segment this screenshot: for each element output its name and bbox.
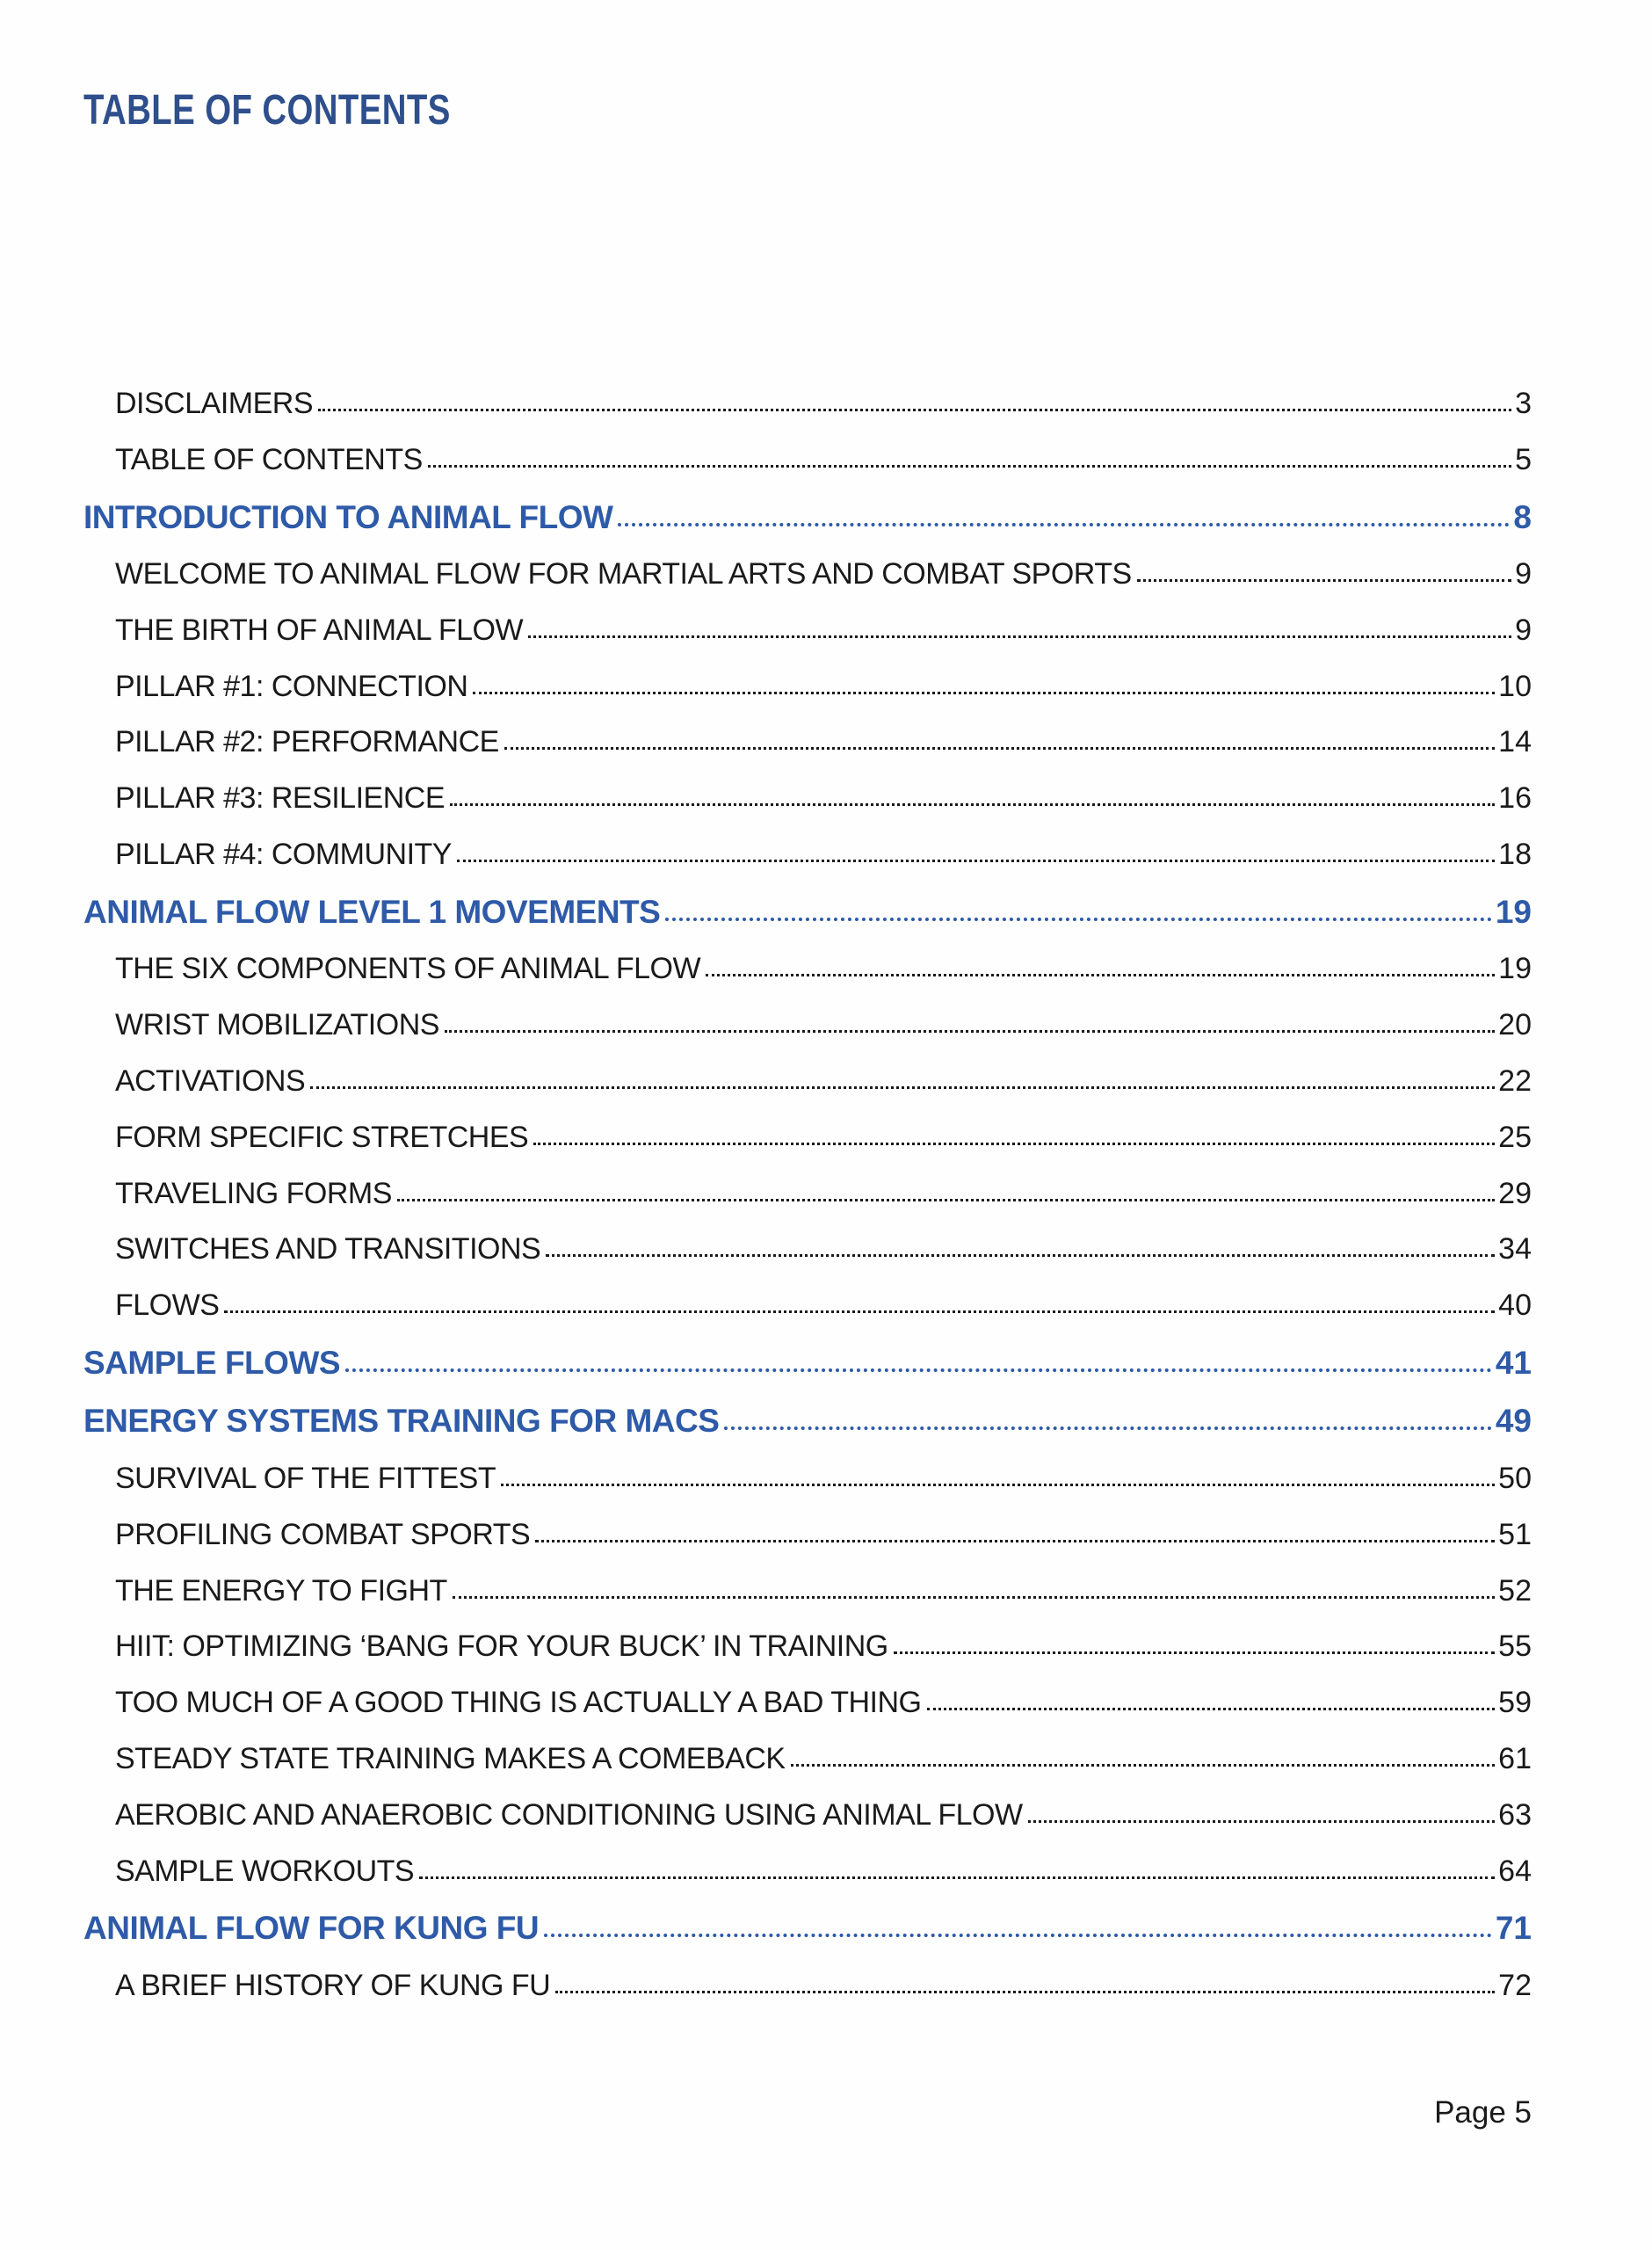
toc-entry-title: HIIT: OPTIMIZING ‘BANG FOR YOUR BUCK’ IN TRAINING: [115, 1629, 888, 1664]
toc-subsection-entry[interactable]: [83, 1222, 1532, 1278]
toc-entry-title: THE SIX COMPONENTS OF ANIMAL FLOW: [115, 952, 701, 986]
toc-entry-title: AEROBIC AND ANAEROBIC CONDITIONING USING ANIMAL FLOW: [115, 1797, 1023, 1832]
toc-dot-leader: [419, 1876, 1495, 1879]
toc-entry-page-number: 41: [1495, 1344, 1532, 1381]
toc-subsection-entry[interactable]: [83, 547, 1532, 603]
toc-entry-page-number: 59: [1498, 1686, 1532, 1720]
toc-dot-leader: [504, 747, 1495, 750]
toc-entry-page-number: 64: [1498, 1854, 1532, 1888]
toc-entry-page-number: 18: [1498, 838, 1532, 872]
toc-entry-page-number: 9: [1515, 557, 1532, 592]
toc-dot-leader: [706, 974, 1495, 976]
toc-entry-title: PILLAR #1: CONNECTION: [115, 669, 468, 703]
toc-dot-leader: [453, 1596, 1495, 1599]
toc-entry-title: THE BIRTH OF ANIMAL FLOW: [115, 613, 524, 647]
toc-subsection-entry[interactable]: [83, 771, 1532, 827]
toc-entry-title: SAMPLE WORKOUTS: [115, 1854, 415, 1888]
toc-entry-title: PILLAR #2: PERFORMANCE: [115, 725, 499, 759]
toc-subsection-entry[interactable]: [83, 1844, 1532, 1900]
toc-entry-page-number: 52: [1498, 1573, 1532, 1608]
toc-entry-title: TABLE OF CONTENTS: [115, 442, 423, 476]
toc-entry-page-number: 9: [1515, 613, 1532, 647]
toc-entry-title: PROFILING COMBAT SPORTS: [115, 1517, 531, 1551]
toc-subsection-entry[interactable]: [83, 827, 1532, 883]
toc-entry-page-number: 8: [1513, 498, 1532, 535]
toc-subsection-entry[interactable]: [83, 1278, 1532, 1334]
toc-entry-title: FORM SPECIFIC STRETCHES: [115, 1120, 529, 1154]
toc-entry-page-number: 20: [1498, 1008, 1532, 1042]
toc-dot-leader: [535, 1540, 1495, 1542]
toc-entry-title: A BRIEF HISTORY OF KUNG FU: [115, 1968, 551, 2002]
toc-entry-title: TOO MUCH OF A GOOD THING IS ACTUALLY A BAD THING: [115, 1686, 922, 1720]
toc-entry-page-number: 50: [1498, 1461, 1532, 1495]
toc-subsection-entry[interactable]: [83, 432, 1532, 489]
toc-entry-page-number: 61: [1498, 1741, 1532, 1775]
toc-subsection-entry[interactable]: [83, 659, 1532, 715]
toc-subsection-entry[interactable]: [83, 603, 1532, 659]
toc-entry-page-number: 71: [1495, 1910, 1532, 1947]
toc-entry-page-number: 19: [1498, 952, 1532, 986]
toc-dot-leader: [927, 1708, 1496, 1710]
toc-dot-leader: [665, 918, 1492, 921]
toc-entry-title: PILLAR #3: RESILIENCE: [115, 781, 446, 816]
toc-dot-leader: [473, 692, 1495, 694]
toc-entry-title: SWITCHES AND TRANSITIONS: [115, 1232, 541, 1267]
page-title: TABLE OF CONTENTS: [83, 87, 451, 134]
toc-entry-page-number: 40: [1498, 1288, 1532, 1323]
toc-subsection-entry[interactable]: [83, 1958, 1532, 2014]
toc-dot-leader: [533, 1143, 1495, 1145]
toc-subsection-entry[interactable]: [83, 376, 1532, 432]
toc-entry-page-number: 63: [1498, 1797, 1532, 1832]
toc-section-entry[interactable]: [83, 489, 1532, 548]
toc-dot-leader: [555, 1991, 1495, 1993]
toc-subsection-entry[interactable]: [83, 1451, 1532, 1507]
toc-entry-page-number: 3: [1515, 387, 1532, 420]
toc-dot-leader: [618, 523, 1510, 526]
toc-entry-page-number: 16: [1498, 781, 1532, 816]
toc-entry-page-number: 14: [1498, 725, 1532, 759]
toc-subsection-entry[interactable]: [83, 1166, 1532, 1223]
toc-entry-page-number: 10: [1498, 669, 1532, 703]
toc-dot-leader: [450, 803, 1495, 806]
toc-dot-leader: [397, 1199, 1495, 1201]
toc-subsection-entry[interactable]: [83, 1564, 1532, 1620]
toc-entry-title: SURVIVAL OF THE FITTEST: [115, 1461, 496, 1495]
toc-entry-title: SAMPLE FLOWS: [83, 1344, 341, 1381]
toc-dot-leader: [428, 465, 1511, 468]
toc-subsection-entry[interactable]: [83, 1054, 1532, 1110]
toc-section-entry[interactable]: [83, 883, 1532, 942]
toc-dot-leader: [501, 1484, 1495, 1486]
toc-entry-title: DISCLAIMERS: [115, 387, 313, 420]
toc-dot-leader: [791, 1764, 1496, 1767]
toc-entry-title: ANIMAL FLOW FOR KUNG FU: [83, 1910, 540, 1947]
toc-entry-title: THE ENERGY TO FIGHT: [115, 1573, 447, 1608]
toc-subsection-entry[interactable]: [83, 1731, 1532, 1788]
page-number: Page 5: [1434, 2095, 1532, 2130]
toc-entry-page-number: 22: [1498, 1063, 1532, 1098]
toc-subsection-entry[interactable]: [83, 1110, 1532, 1166]
toc-entry-title: PILLAR #4: COMMUNITY: [115, 838, 452, 872]
table-of-contents: [83, 376, 1532, 2014]
toc-entry-title: ANIMAL FLOW LEVEL 1 MOVEMENTS: [83, 893, 661, 930]
toc-entry-title: WRIST MOBILIZATIONS: [115, 1008, 439, 1042]
toc-dot-leader: [445, 1030, 1495, 1033]
toc-subsection-entry[interactable]: [83, 1788, 1532, 1844]
toc-entry-title: STEADY STATE TRAINING MAKES A COMEBACK: [115, 1741, 786, 1775]
toc-entry-page-number: 72: [1498, 1968, 1532, 2002]
toc-section-entry[interactable]: [83, 1392, 1532, 1451]
toc-entry-page-number: 55: [1498, 1629, 1532, 1664]
toc-subsection-entry[interactable]: [83, 1675, 1532, 1731]
toc-dot-leader: [1028, 1820, 1496, 1823]
toc-subsection-entry[interactable]: [83, 1507, 1532, 1564]
toc-section-entry[interactable]: [83, 1899, 1532, 1958]
toc-entry-page-number: 29: [1498, 1176, 1532, 1210]
toc-subsection-entry[interactable]: [83, 998, 1532, 1054]
toc-dot-leader: [457, 860, 1495, 862]
toc-entry-page-number: 19: [1495, 893, 1532, 930]
toc-section-entry[interactable]: [83, 1334, 1532, 1393]
toc-subsection-entry[interactable]: [83, 1619, 1532, 1675]
toc-dot-leader: [894, 1651, 1495, 1654]
toc-dot-leader: [310, 1086, 1495, 1089]
toc-entry-page-number: 25: [1498, 1120, 1532, 1154]
toc-entry-page-number: 51: [1498, 1517, 1532, 1551]
toc-entry-page-number: 5: [1515, 442, 1532, 476]
toc-entry-title: ENERGY SYSTEMS TRAINING FOR MACS: [83, 1403, 720, 1440]
toc-dot-leader: [528, 635, 1511, 638]
toc-entry-page-number: 34: [1498, 1232, 1532, 1267]
toc-entry-title: FLOWS: [115, 1288, 220, 1323]
toc-dot-leader: [224, 1310, 1495, 1313]
toc-entry-title: ACTIVATIONS: [115, 1063, 306, 1098]
toc-dot-leader: [544, 1934, 1492, 1937]
toc-dot-leader: [724, 1426, 1491, 1430]
toc-entry-title: TRAVELING FORMS: [115, 1176, 392, 1210]
toc-entry-page-number: 49: [1495, 1403, 1532, 1440]
toc-dot-leader: [345, 1368, 1492, 1372]
toc-dot-leader: [1137, 579, 1511, 582]
toc-dot-leader: [546, 1254, 1495, 1257]
toc-dot-leader: [318, 409, 1511, 411]
toc-entry-title: INTRODUCTION TO ANIMAL FLOW: [83, 498, 613, 535]
toc-entry-title: WELCOME TO ANIMAL FLOW FOR MARTIAL ARTS AND COMBAT SPORTS: [115, 557, 1132, 592]
toc-subsection-entry[interactable]: [83, 941, 1532, 998]
toc-subsection-entry[interactable]: [83, 715, 1532, 771]
